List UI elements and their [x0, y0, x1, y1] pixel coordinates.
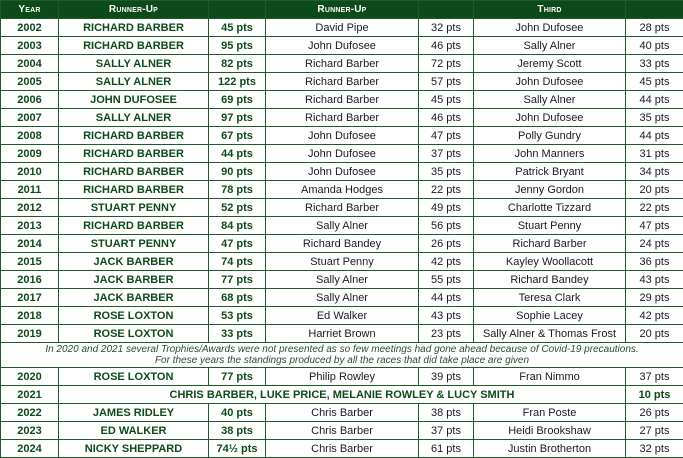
runner-up-cell: Sally Alner	[266, 289, 419, 307]
winner-cell: RICHARD BARBER	[59, 163, 209, 181]
winner-cell: ROSE LOXTON	[59, 368, 209, 386]
winner-points-cell: 82 pts	[209, 55, 266, 73]
runner-up-points-cell: 43 pts	[419, 307, 474, 325]
third-cell: Sally Alner	[474, 91, 626, 109]
third-points-cell: 26 pts	[626, 404, 683, 422]
year-cell: 2006	[1, 91, 59, 109]
runner-up-points-cell: 57 pts	[419, 73, 474, 91]
runner-up-points-cell: 35 pts	[419, 163, 474, 181]
winner-cell: JACK BARBER	[59, 289, 209, 307]
third-points-cell: 20 pts	[626, 325, 683, 343]
year-cell: 2017	[1, 289, 59, 307]
table-row	[1, 73, 683, 91]
third-points-cell: 43 pts	[626, 271, 683, 289]
table-row	[1, 37, 683, 55]
winner-points-cell: 44 pts	[209, 145, 266, 163]
third-points-cell: 35 pts	[626, 109, 683, 127]
runner-up-cell: Sally Alner	[266, 217, 419, 235]
year-cell: 2014	[1, 235, 59, 253]
year-cell: 2003	[1, 37, 59, 55]
year-cell: 2021	[1, 386, 59, 404]
runner-up-cell: Chris Barber	[266, 404, 419, 422]
runner-up-cell: Chris Barber	[266, 422, 419, 440]
winner-points-cell: 122 pts	[209, 73, 266, 91]
winner-cell: RICHARD BARBER	[59, 181, 209, 199]
winner-points-cell: 95 pts	[209, 37, 266, 55]
runner-up-cell: Richard Barber	[266, 91, 419, 109]
runner-up-points-cell: 61 pts	[419, 440, 474, 458]
table-row	[1, 440, 683, 458]
third-cell: Teresa Clark	[474, 289, 626, 307]
winner-points-cell: 53 pts	[209, 307, 266, 325]
runner-up-points-cell: 44 pts	[419, 289, 474, 307]
runner-up-cell: David Pipe	[266, 19, 419, 37]
third-cell: Fran Poste	[474, 404, 626, 422]
runner-up-cell: Richard Barber	[266, 73, 419, 91]
table-row	[1, 145, 683, 163]
table-body	[1, 19, 683, 458]
header-winner: Runner-Up	[59, 1, 209, 19]
third-cell: Fran Nimmo	[474, 368, 626, 386]
runner-up-cell: John Dufosee	[266, 163, 419, 181]
joint-points-cell: 10 pts	[626, 386, 683, 404]
table-row	[1, 422, 683, 440]
year-cell: 2009	[1, 145, 59, 163]
winner-cell: RICHARD BARBER	[59, 37, 209, 55]
winner-points-cell: 97 pts	[209, 109, 266, 127]
winner-points-cell: 33 pts	[209, 325, 266, 343]
runner-up-points-cell: 26 pts	[419, 235, 474, 253]
table-row	[1, 368, 683, 386]
third-cell: John Dufosee	[474, 73, 626, 91]
winner-points-cell: 84 pts	[209, 217, 266, 235]
runner-up-points-cell: 22 pts	[419, 181, 474, 199]
year-cell: 2010	[1, 163, 59, 181]
third-points-cell: 40 pts	[626, 37, 683, 55]
winner-points-cell: 40 pts	[209, 404, 266, 422]
table-row	[1, 271, 683, 289]
runner-up-points-cell: 72 pts	[419, 55, 474, 73]
third-points-cell: 31 pts	[626, 145, 683, 163]
runner-up-cell: Amanda Hodges	[266, 181, 419, 199]
runner-up-points-cell: 38 pts	[419, 404, 474, 422]
third-cell: Polly Gundry	[474, 127, 626, 145]
third-cell: Sally Alner & Thomas Frost	[474, 325, 626, 343]
year-cell: 2015	[1, 253, 59, 271]
winner-points-cell: 77 pts	[209, 271, 266, 289]
table-row	[1, 217, 683, 235]
runner-up-cell: Richard Barber	[266, 109, 419, 127]
winner-cell: JAMES RIDLEY	[59, 404, 209, 422]
third-points-cell: 44 pts	[626, 91, 683, 109]
third-points-cell: 27 pts	[626, 422, 683, 440]
winner-points-cell: 90 pts	[209, 163, 266, 181]
runner-up-cell: Philip Rowley	[266, 368, 419, 386]
third-cell: Sophie Lacey	[474, 307, 626, 325]
table-row	[1, 404, 683, 422]
year-cell: 2007	[1, 109, 59, 127]
third-points-cell: 42 pts	[626, 307, 683, 325]
header-runner-up: Runner-Up	[266, 1, 419, 19]
year-cell: 2002	[1, 19, 59, 37]
third-points-cell: 29 pts	[626, 289, 683, 307]
covid-note	[1, 343, 683, 368]
winner-points-cell: 38 pts	[209, 422, 266, 440]
winner-cell: ROSE LOXTON	[59, 307, 209, 325]
third-cell: Richard Bandey	[474, 271, 626, 289]
year-cell: 2011	[1, 181, 59, 199]
year-cell: 2019	[1, 325, 59, 343]
runner-up-points-cell: 37 pts	[419, 422, 474, 440]
table-row-joint	[1, 386, 683, 404]
covid-note-line-1: In 2020 and 2021 several Trophies/Awards were not presented as so few meetings had gone ahead because of Covid-19 precautions.	[5, 344, 679, 355]
table-row	[1, 181, 683, 199]
winner-points-cell: 74 pts	[209, 253, 266, 271]
winner-points-cell: 67 pts	[209, 127, 266, 145]
runner-up-points-cell: 46 pts	[419, 109, 474, 127]
third-points-cell: 24 pts	[626, 235, 683, 253]
runner-up-points-cell: 47 pts	[419, 127, 474, 145]
year-cell: 2004	[1, 55, 59, 73]
winner-cell: SALLY ALNER	[59, 109, 209, 127]
year-cell: 2024	[1, 440, 59, 458]
runner-up-points-cell: 32 pts	[419, 19, 474, 37]
runner-up-cell: Sally Alner	[266, 271, 419, 289]
covid-note-line-2: For these years the standings produced by all the races that did take place are given	[5, 355, 679, 366]
runner-up-cell: John Dufosee	[266, 127, 419, 145]
year-cell: 2018	[1, 307, 59, 325]
third-points-cell: 44 pts	[626, 127, 683, 145]
table-row	[1, 55, 683, 73]
winner-cell: SALLY ALNER	[59, 55, 209, 73]
runner-up-points-cell: 42 pts	[419, 253, 474, 271]
third-cell: Justin Brotherton	[474, 440, 626, 458]
runner-up-cell: Richard Bandey	[266, 235, 419, 253]
runner-up-cell: Richard Barber	[266, 55, 419, 73]
third-points-cell: 28 pts	[626, 19, 683, 37]
third-cell: Stuart Penny	[474, 217, 626, 235]
header-winner-points	[209, 1, 266, 19]
table-row	[1, 235, 683, 253]
winner-points-cell: 68 pts	[209, 289, 266, 307]
year-cell: 2005	[1, 73, 59, 91]
runner-up-points-cell: 49 pts	[419, 199, 474, 217]
header-year: Year	[1, 1, 59, 19]
winner-points-cell: 69 pts	[209, 91, 266, 109]
winner-cell: RICHARD BARBER	[59, 145, 209, 163]
third-cell: John Manners	[474, 145, 626, 163]
runner-up-cell: Harriet Brown	[266, 325, 419, 343]
runner-up-points-cell: 23 pts	[419, 325, 474, 343]
winner-cell: RICHARD BARBER	[59, 19, 209, 37]
third-points-cell: 34 pts	[626, 163, 683, 181]
third-cell: John Dufosee	[474, 19, 626, 37]
third-points-cell: 33 pts	[626, 55, 683, 73]
third-points-cell: 32 pts	[626, 440, 683, 458]
runner-up-cell: Chris Barber	[266, 440, 419, 458]
third-points-cell: 45 pts	[626, 73, 683, 91]
runner-up-points-cell: 46 pts	[419, 37, 474, 55]
runner-up-points-cell: 39 pts	[419, 368, 474, 386]
year-cell: 2023	[1, 422, 59, 440]
third-cell: Jeremy Scott	[474, 55, 626, 73]
table-row	[1, 127, 683, 145]
table-row	[1, 19, 683, 37]
third-cell: Heidi Brookshaw	[474, 422, 626, 440]
covid-note-row	[1, 343, 683, 368]
year-cell: 2008	[1, 127, 59, 145]
third-points-cell: 22 pts	[626, 199, 683, 217]
winner-points-cell: 47 pts	[209, 235, 266, 253]
winner-cell: JACK BARBER	[59, 253, 209, 271]
table-row	[1, 91, 683, 109]
winner-points-cell: 77 pts	[209, 368, 266, 386]
winner-points-cell: 78 pts	[209, 181, 266, 199]
runner-up-points-cell: 45 pts	[419, 91, 474, 109]
third-cell: Sally Alner	[474, 37, 626, 55]
winner-cell: STUART PENNY	[59, 235, 209, 253]
table-row	[1, 199, 683, 217]
winner-cell: RICHARD BARBER	[59, 217, 209, 235]
third-points-cell: 20 pts	[626, 181, 683, 199]
table-row	[1, 109, 683, 127]
winner-cell: JOHN DUFOSEE	[59, 91, 209, 109]
header-runner-up-points	[419, 1, 474, 19]
runner-up-cell: Stuart Penny	[266, 253, 419, 271]
header-third: Third	[474, 1, 626, 19]
table-row	[1, 163, 683, 181]
runner-up-cell: Ed Walker	[266, 307, 419, 325]
third-cell: Richard Barber	[474, 235, 626, 253]
runner-up-points-cell: 56 pts	[419, 217, 474, 235]
winner-cell: ROSE LOXTON	[59, 325, 209, 343]
runner-up-cell: Richard Barber	[266, 199, 419, 217]
winner-points-cell: 52 pts	[209, 199, 266, 217]
third-cell: Kayley Woollacott	[474, 253, 626, 271]
runner-up-cell: John Dufosee	[266, 37, 419, 55]
table-row	[1, 307, 683, 325]
year-cell: 2022	[1, 404, 59, 422]
year-cell: 2013	[1, 217, 59, 235]
table-row	[1, 289, 683, 307]
year-cell: 2012	[1, 199, 59, 217]
winner-points-cell: 45 pts	[209, 19, 266, 37]
runner-up-points-cell: 55 pts	[419, 271, 474, 289]
third-cell: John Dufosee	[474, 109, 626, 127]
winner-cell: ED WALKER	[59, 422, 209, 440]
winner-cell: RICHARD BARBER	[59, 127, 209, 145]
third-cell: Charlotte Tizzard	[474, 199, 626, 217]
third-points-cell: 47 pts	[626, 217, 683, 235]
table-row	[1, 253, 683, 271]
year-cell: 2016	[1, 271, 59, 289]
year-cell: 2020	[1, 368, 59, 386]
third-cell: Jenny Gordon	[474, 181, 626, 199]
runner-up-cell: John Dufosee	[266, 145, 419, 163]
joint-winners-cell: CHRIS BARBER, LUKE PRICE, MELANIE ROWLEY & LUCY SMITH	[59, 386, 626, 404]
header-row	[1, 1, 683, 19]
third-cell: Patrick Bryant	[474, 163, 626, 181]
third-points-cell: 36 pts	[626, 253, 683, 271]
runner-up-points-cell: 37 pts	[419, 145, 474, 163]
winner-cell: NICKY SHEPPARD	[59, 440, 209, 458]
winner-cell: SALLY ALNER	[59, 73, 209, 91]
table-row	[1, 325, 683, 343]
winner-cell: STUART PENNY	[59, 199, 209, 217]
winner-points-cell: 74½ pts	[209, 440, 266, 458]
header-third-points	[626, 1, 683, 19]
winner-cell: JACK BARBER	[59, 271, 209, 289]
third-points-cell: 37 pts	[626, 368, 683, 386]
